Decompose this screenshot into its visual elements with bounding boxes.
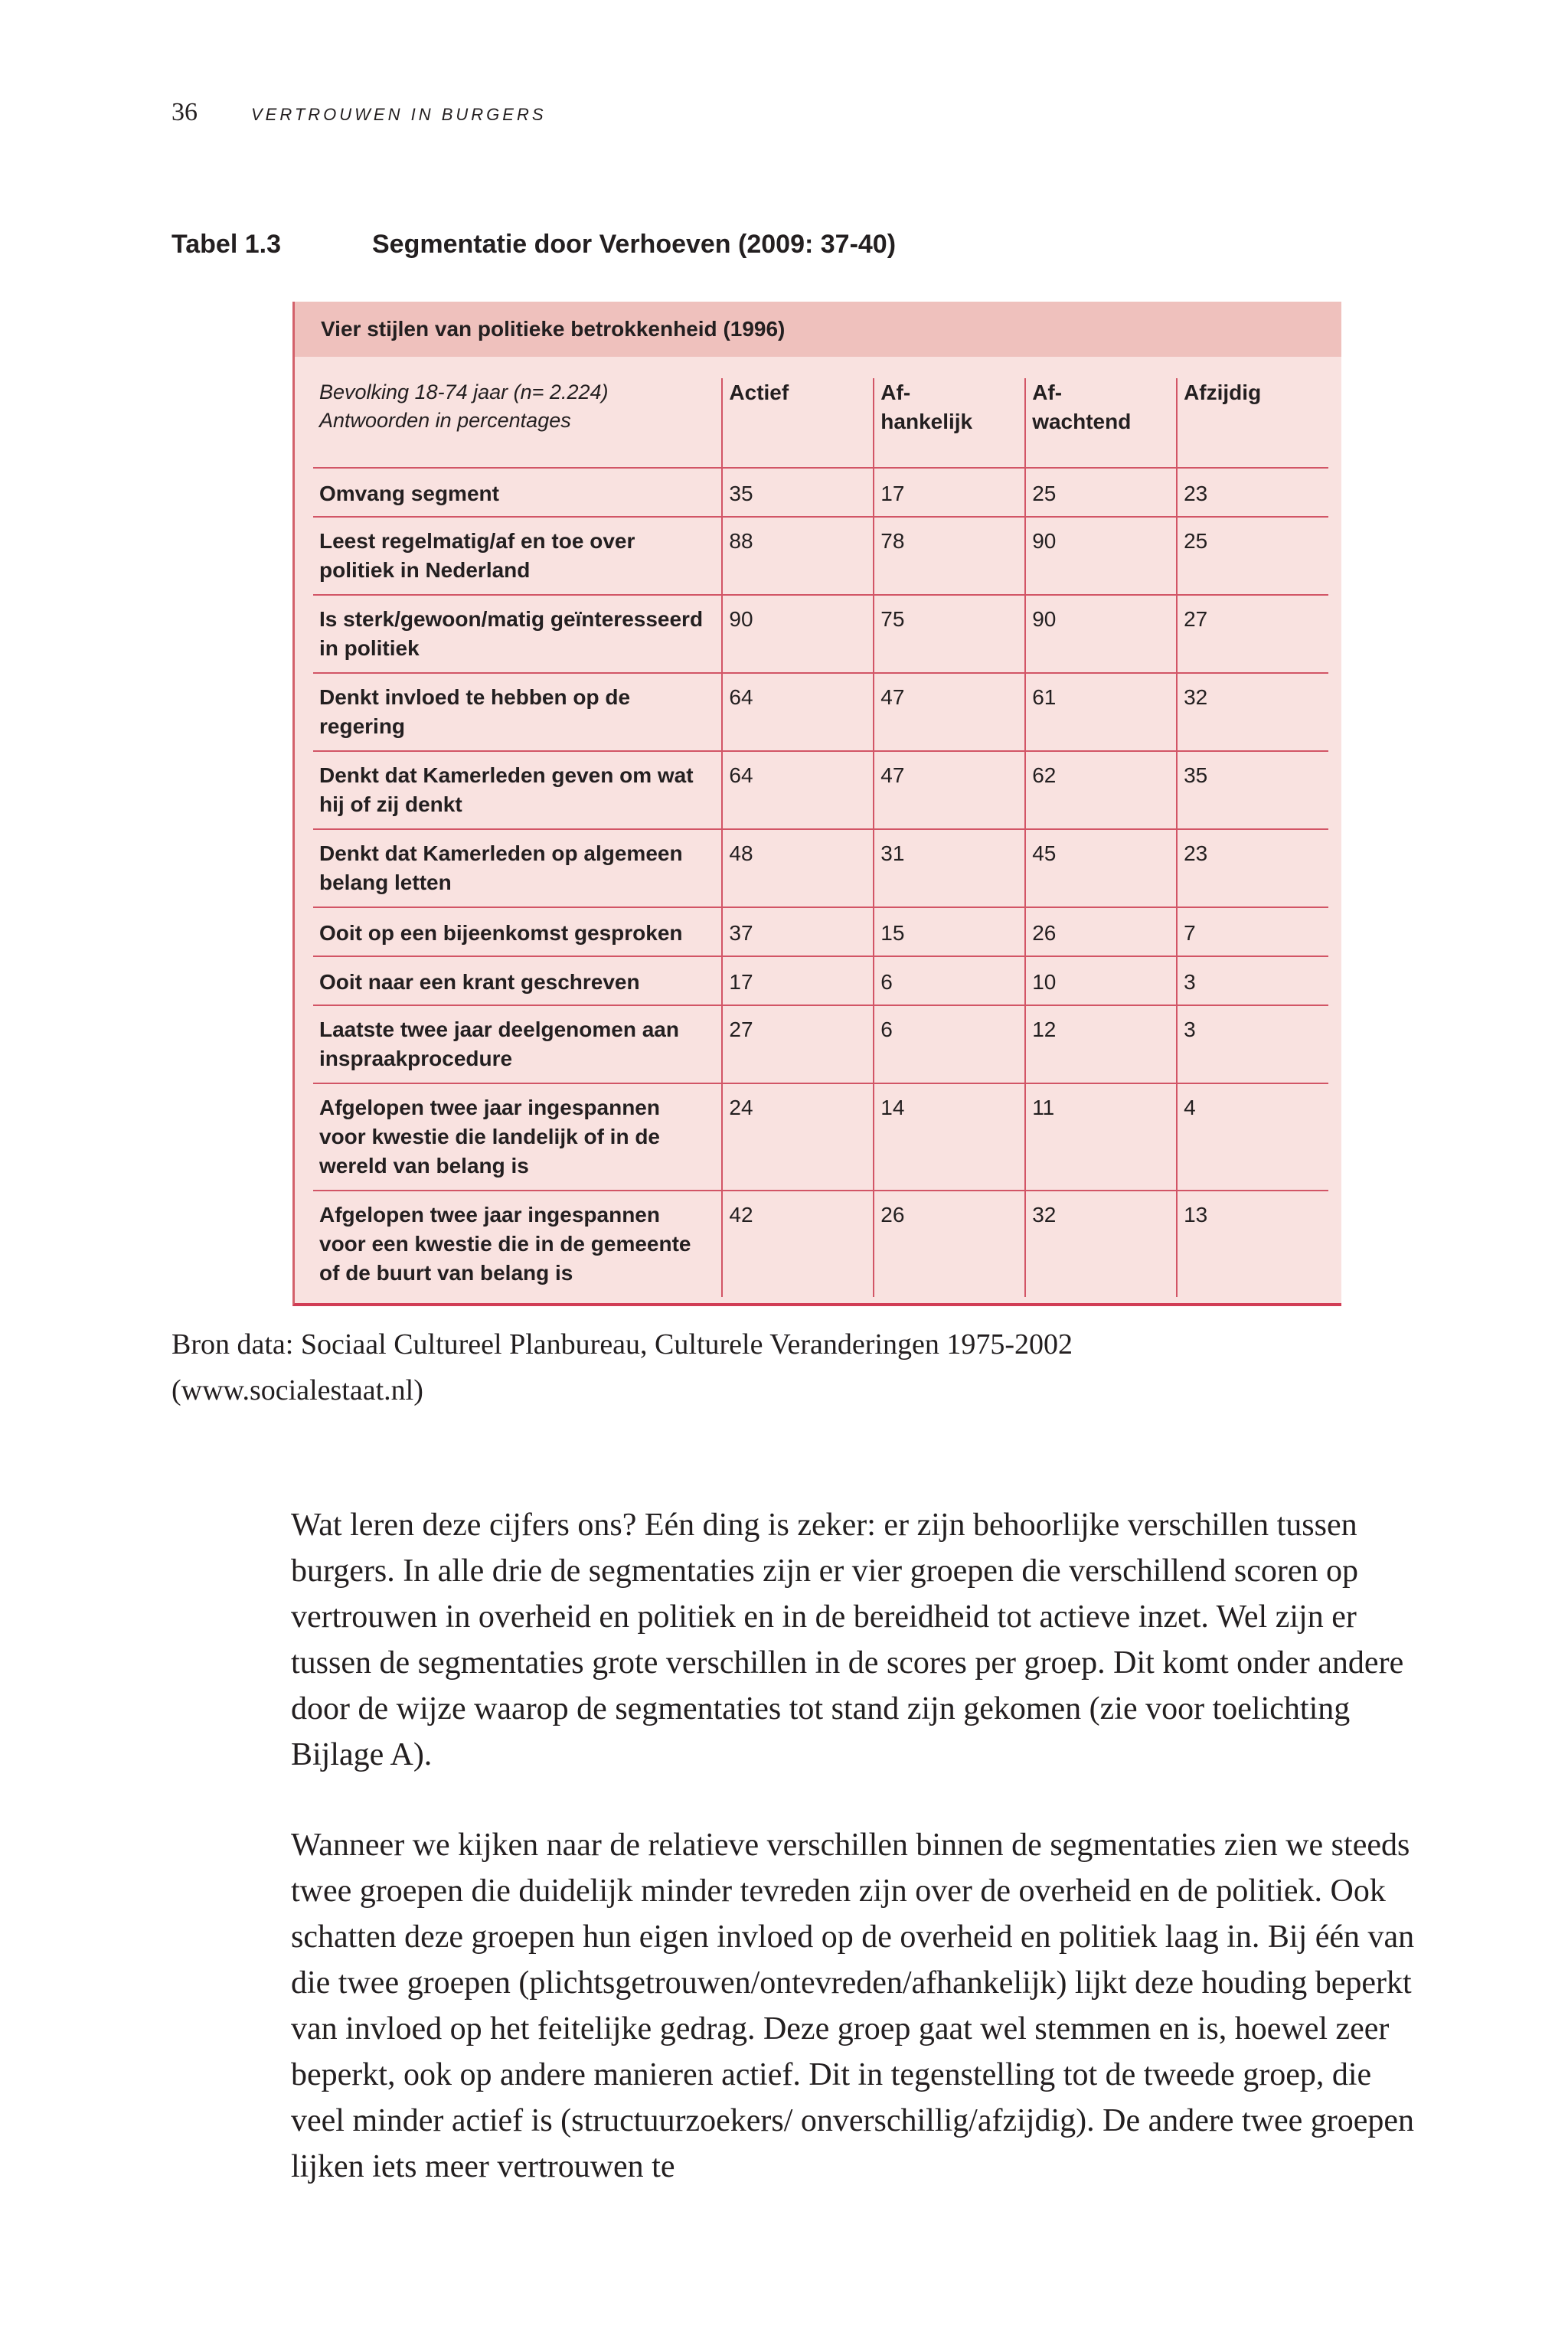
running-head	[172, 98, 547, 129]
cell-value: 3	[1177, 1005, 1328, 1083]
table-header-row	[313, 378, 1328, 468]
cell-value: 26	[1025, 907, 1177, 956]
cell-value: 26	[874, 1191, 1025, 1297]
cell-value: 15	[874, 907, 1025, 956]
column-header-afhankelijk	[874, 378, 1025, 468]
cell-value: 10	[1025, 956, 1177, 1005]
cell-value: 90	[1025, 517, 1177, 595]
cell-value: 61	[1025, 673, 1177, 751]
table-row	[313, 829, 1328, 907]
row-label: Is sterk/gewoon/matig geïnteresseerd in politiek	[313, 595, 722, 673]
cell-value: 27	[1177, 595, 1328, 673]
table-row	[313, 673, 1328, 751]
cell-value: 42	[722, 1191, 874, 1297]
column-header-line-1: Af-	[880, 381, 911, 404]
column-header-line-1: Af-	[1032, 381, 1063, 404]
cell-value: 12	[1025, 1005, 1177, 1083]
row-label: Leest regelmatig/af en toe over politiek in Nederland	[313, 517, 722, 595]
cell-value: 62	[1025, 751, 1177, 829]
cell-value: 24	[722, 1083, 874, 1191]
cell-value: 88	[722, 517, 874, 595]
table-caption-label: Tabel 1.3	[172, 230, 281, 259]
cell-value: 4	[1177, 1083, 1328, 1191]
cell-value: 75	[874, 595, 1025, 673]
cell-value: 47	[874, 751, 1025, 829]
table-row	[313, 1083, 1328, 1191]
row-label: Denkt dat Kamerleden geven om wat hij of zij denkt	[313, 751, 722, 829]
cell-value: 90	[722, 595, 874, 673]
cell-value: 6	[874, 1005, 1025, 1083]
cell-value: 23	[1177, 468, 1328, 517]
table-row	[313, 1191, 1328, 1297]
cell-value: 13	[1177, 1191, 1328, 1297]
table-caption-title: Segmentatie door Verhoeven (2009: 37-40)	[372, 230, 897, 259]
table-band-title: Vier stijlen van politieke betrokkenheid (1996)	[295, 302, 1341, 357]
table-caption	[172, 230, 896, 260]
column-header-line-2: wachtend	[1032, 410, 1132, 433]
body-paragraph-2: Wanneer we kijken naar de relatieve verschillen binnen de segmentaties zien we steeds twee groepen die duidelijk minder tevreden zijn over de overheid en de politiek. Ook schatten deze groepen hun eigen invloed op de overheid en politiek laag in. Bij één van die twee groepen (plichtsgetrouwen/ontevreden/afhankelijk) lijkt deze houding beperkt van invloed op het feitelijke gedrag. Deze groep gaat wel stemmen en is, hoewel zeer beperkt, ook op andere manieren actief. Dit in tegenstelling tot de tweede groep, die veel minder actief is (structuurzoekers/ onverschillig/afzijdig). De andere twee groepen lijken iets meer vertrouwen te	[291, 1828, 1415, 2184]
row-label: Laatste twee jaar deelgenomen aan inspraakprocedure	[313, 1005, 722, 1083]
column-header-line-2: hankelijk	[880, 410, 973, 433]
segmentation-table	[313, 378, 1328, 1297]
running-title: VERTROUWEN IN BURGERS	[251, 105, 547, 124]
cell-value: 47	[874, 673, 1025, 751]
body-paragraph-1: Wat leren deze cijfers ons? Eén ding is zeker: er zijn behoorlijke verschillen tussen burgers. In alle drie de segmentaties zijn er vier groepen die verschillend scoren op vertrouwen in overheid en politiek en in de bereidheid tot actieve inzet. Wel zijn er tussen de segmentaties grote verschillen in de scores per groep. Dit komt onder andere door de wijze waarop de segmentaties tot stand zijn gekomen (zie voor toelichting Bijlage A).	[291, 1508, 1404, 1772]
column-header-afzijdig	[1177, 378, 1328, 468]
source-line-2: (www.socialestaat.nl)	[172, 1374, 423, 1406]
source-line-1: Bron data: Sociaal Cultureel Planbureau, Culturele Veranderingen 1975-2002	[172, 1328, 1073, 1361]
row-label: Denkt invloed te hebben op de regering	[313, 673, 722, 751]
cell-value: 90	[1025, 595, 1177, 673]
table-description-line-2: Antwoorden in percentages	[319, 409, 571, 432]
cell-value: 37	[722, 907, 874, 956]
cell-value: 31	[874, 829, 1025, 907]
row-label: Omvang segment	[313, 468, 722, 517]
column-header-line-1: Afzijdig	[1184, 381, 1262, 404]
table-row	[313, 517, 1328, 595]
row-label: Ooit naar een krant geschreven	[313, 956, 722, 1005]
column-header-afwachtend	[1025, 378, 1177, 468]
column-header-line-1: Actief	[729, 381, 789, 404]
cell-value: 14	[874, 1083, 1025, 1191]
column-header-actief	[722, 378, 874, 468]
page-number: 36	[172, 98, 198, 126]
cell-value: 32	[1177, 673, 1328, 751]
table-description-line-1: Bevolking 18-74 jaar (n= 2.224)	[319, 381, 609, 403]
cell-value: 7	[1177, 907, 1328, 956]
table-row	[313, 751, 1328, 829]
table-row	[313, 956, 1328, 1005]
table-row	[313, 595, 1328, 673]
cell-value: 11	[1025, 1083, 1177, 1191]
row-label: Afgelopen twee jaar ingespannen voor een kwestie die in de gemeente of de buurt van belang is	[313, 1191, 722, 1297]
table-description	[313, 378, 722, 468]
table-row	[313, 1005, 1328, 1083]
source-note	[172, 1321, 1396, 1413]
row-label: Afgelopen twee jaar ingespannen voor kwestie die landelijk of in de wereld van belang is	[313, 1083, 722, 1191]
cell-value: 27	[722, 1005, 874, 1083]
cell-value: 3	[1177, 956, 1328, 1005]
row-label: Denkt dat Kamerleden op algemeen belang letten	[313, 829, 722, 907]
cell-value: 78	[874, 517, 1025, 595]
table-row	[313, 468, 1328, 517]
cell-value: 35	[722, 468, 874, 517]
cell-value: 17	[722, 956, 874, 1005]
cell-value: 6	[874, 956, 1025, 1005]
cell-value: 35	[1177, 751, 1328, 829]
cell-value: 17	[874, 468, 1025, 517]
cell-value: 64	[722, 751, 874, 829]
cell-value: 32	[1025, 1191, 1177, 1297]
table-box	[292, 302, 1341, 1306]
cell-value: 25	[1025, 468, 1177, 517]
cell-value: 48	[722, 829, 874, 907]
cell-value: 64	[722, 673, 874, 751]
table-row	[313, 907, 1328, 956]
table-body	[313, 468, 1328, 1297]
cell-value: 23	[1177, 829, 1328, 907]
row-label: Ooit op een bijeenkomst gesproken	[313, 907, 722, 956]
cell-value: 25	[1177, 517, 1328, 595]
cell-value: 45	[1025, 829, 1177, 907]
